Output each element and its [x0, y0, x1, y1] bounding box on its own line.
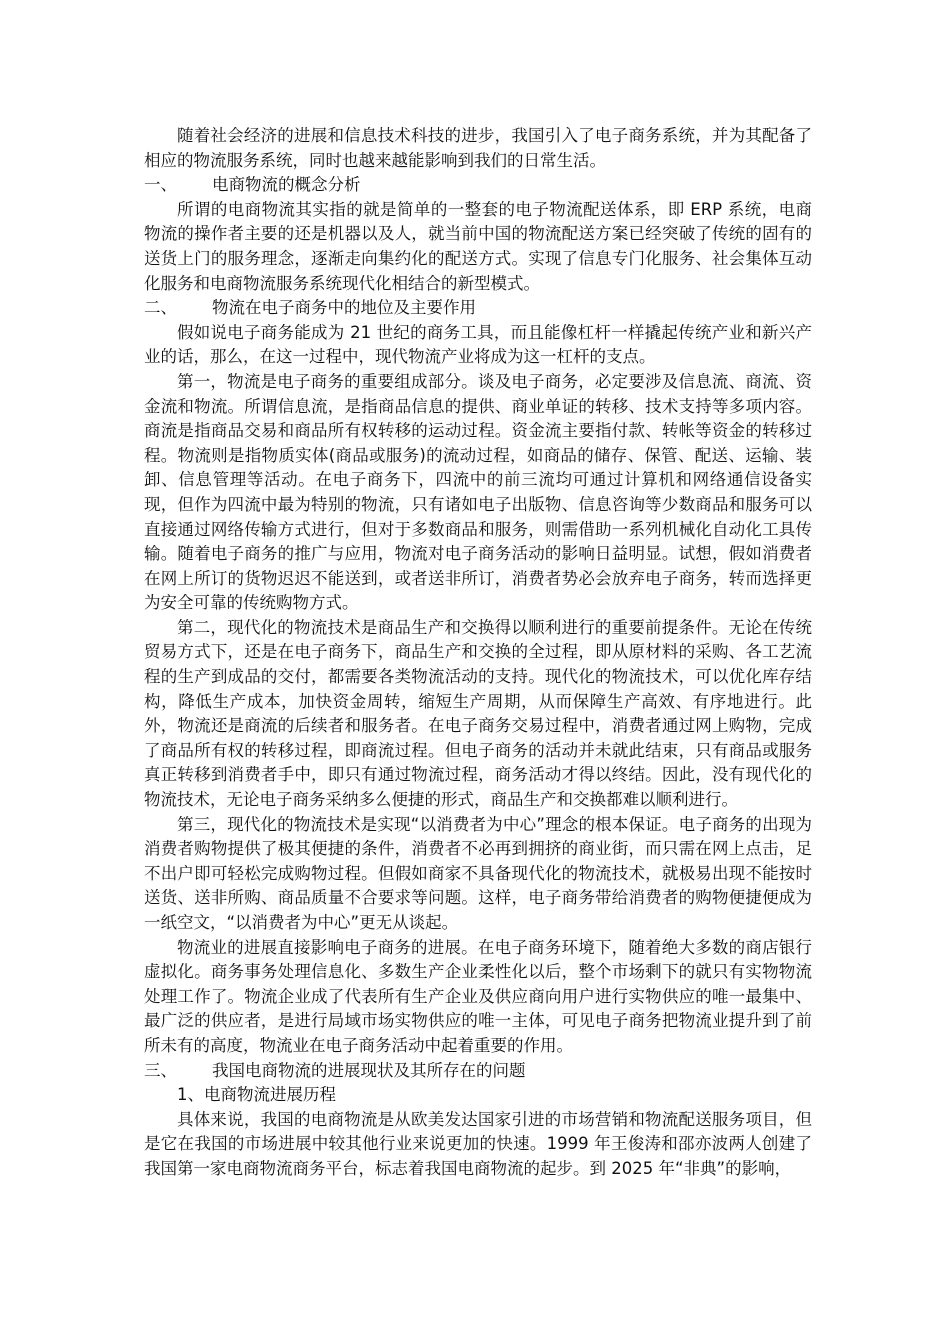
section-number: 三、: [144, 1060, 177, 1080]
section-number: 一、: [144, 175, 177, 195]
section2-paragraph: 第二，现代化的物流技术是商品生产和交换得以顺利进行的重要前提条件。无论在传统贸易方式下，还是在电子商务下，商品生产和交换的全过程，即从原材料的采购、各工艺流程的生产到成品的交付，都需要各类物流活动的支持。现代化的物流技术，可以优化库存结构，降低生产成本，加快资金周转，缩短生产周期，从而保障生产高效、有序地进行。此外，物流还是商流的后续者和服务者。在电子商务交易过程中，消费者通过网上购物，完成了商品所有权的转移过程，即商流过程。但电子商务的活动并未就此结束，只有商品或服务真正转移到消费者手中，即只有通过物流过程，商务活动才得以终结。因此，没有现代化的物流技术，无论电子商务采纳多么便捷的形式，商品生产和交换都难以顺利进行。: [144, 617, 812, 810]
section2-paragraph: 第三，现代化的物流技术是实现“以消费者为中心”理念的根本保证。电子商务的出现为消费者购物提供了极其便捷的条件，消费者不必再到拥挤的商业街，而只需在网上点击，足不出户即可轻松完成购物过程。但假如商家不具备现代化的物流技术，就极易出现不能按时送货、送非所购、商品质量不合要求等问题。这样，电子商务带给消费者的购物便捷便成为一纸空文，“以消费者为中心”更无从谈起。: [144, 814, 812, 932]
section-heading-2: [144, 296, 812, 321]
section1-paragraph: 所谓的电商物流其实指的就是简单的一整套的电子物流配送体系，即 ERP 系统，电商物流的操作者主要的还是机器以及人，就当前中国的物流配送方案已经突破了传统的固有的送货上门的服务理念，逐渐走向集约化的配送方式。实现了信息专门化服务、社会集体互动化服务和电商物流服务系统现代化相结合的新型模式。: [144, 199, 812, 293]
sub-heading: 1、电商物流进展历程: [177, 1085, 336, 1105]
section2-paragraph: 假如说电子商务能成为 21 世纪的商务工具，而且能像杠杆一样撬起传统产业和新兴产业的话，那么，在这一过程中，现代物流产业将成为这一杠杆的支点。: [144, 322, 812, 367]
section-heading-3: [144, 1059, 812, 1084]
section2-paragraph: 物流业的进展直接影响电子商务的进展。在电子商务环境下，随着绝大多数的商店银行虚拟化。商务事务处理信息化、多数生产企业柔性化以后，整个市场剩下的就只有实物物流处理工作了。物流企业成了代表所有生产企业及供应商向用户进行实物供应的唯一最集中、最广泛的供应者，是进行局域市场实物供应的唯一主体，可见电子商务把物流业提升到了前所未有的高度，物流业在电子商务活动中起着重要的作用。: [144, 937, 812, 1055]
section3-paragraph: 具体来说，我国的电商物流是从欧美发达国家引进的市场营销和物流配送服务项目，但是它在我国的市场进展中较其他行业来说更加的快速。1999 年王俊涛和邵亦波两人创建了我国第一家电商物流商务平台，标志着我国电商物流的起步。到 2025 年“非典”的影响，: [144, 1109, 812, 1178]
section-heading-1: [144, 173, 812, 198]
section-title: 电商物流的概念分析: [212, 175, 361, 195]
section-number: 二、: [144, 298, 177, 318]
section-title: 物流在电子商务中的地位及主要作用: [212, 298, 476, 318]
section-title: 我国电商物流的进展现状及其所存在的问题: [212, 1060, 526, 1080]
intro-paragraph: 随着社会经济的进展和信息技术科技的进步，我国引入了电子商务系统，并为其配备了相应的物流服务系统，同时也越来越能影响到我们的日常生活。: [144, 126, 812, 170]
section2-paragraph: 第一，物流是电子商务的重要组成部分。谈及电子商务，必定要涉及信息流、商流、资金流和物流。所谓信息流，是指商品信息的提供、商业单证的转移、技术支持等多项内容。商流是指商品交易和商品所有权转移的运动过程。资金流主要指付款、转帐等资金的转移过程。物流则是指物质实体(商品或服务)的流动过程，如商品的储存、保管、配送、运输、装卸、信息管理等活动。在电子商务下，四流中的前三流均可通过计算机和网络通信设备实现，但作为四流中最为特别的物流，只有诸如电子出版物、信息咨询等少数商品和服务可以直接通过网络传输方式进行，但对于多数商品和服务，则需借助一系列机械化自动化工具传输。随着电子商务的推广与应用，物流对电子商务活动的影响日益明显。试想，假如消费者在网上所订的货物迟迟不能送到，或者送非所订，消费者势必会放弃电子商务，转而选择更为安全可靠的传统购物方式。: [144, 371, 812, 613]
document-page: [144, 124, 812, 1182]
